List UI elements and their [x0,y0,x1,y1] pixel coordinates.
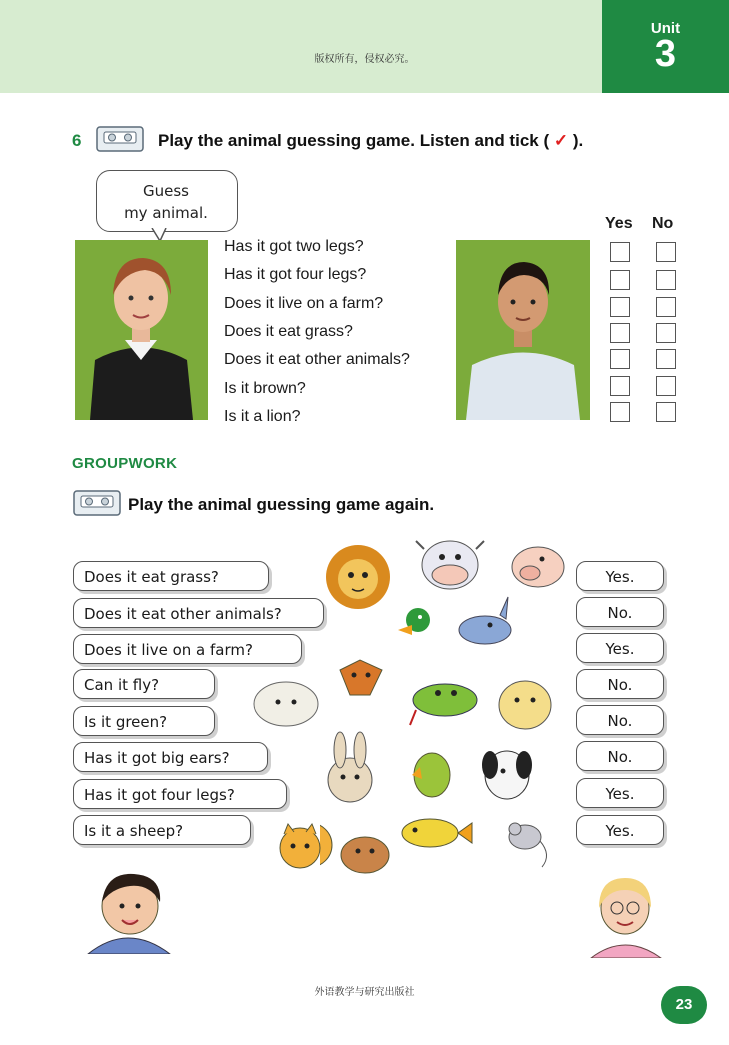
hamster-icon [341,837,389,873]
yes-checkbox[interactable] [610,242,630,262]
question-2: Has it got four legs? [224,266,367,283]
groupwork-answer-7: Yes. [576,778,664,808]
bubble-text [96,180,236,224]
donkey-icon [459,597,511,644]
goat-icon [499,681,551,729]
unit-number: 3 [654,33,677,75]
bubble-line-2: my animal. [124,204,208,222]
boy-photo [456,240,590,420]
unit-label: Unit [650,20,681,37]
question-1: Has it got two legs? [224,238,364,255]
publisher-footer: 外语教学与研究出版社 [314,987,415,998]
groupwork-answer-6: No. [576,741,664,771]
groupwork-answer-2: No. [576,597,664,627]
no-checkbox[interactable] [656,323,676,343]
lion-icon [326,545,390,609]
no-checkbox[interactable] [656,297,676,317]
bubble-line-1: Guess [143,182,189,200]
snake-icon [410,684,477,725]
question-6: Is it brown? [224,380,306,397]
cassette-icon [95,124,145,154]
pig-icon [512,547,564,587]
yes-checkbox[interactable] [610,270,630,290]
question-5: Does it eat other animals? [224,351,410,368]
no-checkbox[interactable] [656,242,676,262]
girl-cartoon-icon [585,862,665,958]
groupwork-question-3: Does it live on a farm? [73,634,302,664]
yes-checkbox[interactable] [610,376,630,396]
page-number: 23 [661,986,707,1024]
groupwork-question-8: Is it a sheep? [73,815,251,845]
fish-icon [402,819,472,847]
groupwork-answer-4: No. [576,669,664,699]
yes-checkbox[interactable] [610,402,630,422]
yes-checkbox[interactable] [610,297,630,317]
no-checkbox[interactable] [656,349,676,369]
groupwork-question-5: Is it green? [73,706,215,736]
groupwork-answer-8: Yes. [576,815,664,845]
dog-icon [482,751,532,799]
groupwork-question-6: Has it got big ears? [73,742,268,772]
tick-icon: ✓ [553,131,569,150]
cassette-icon [72,488,122,518]
header-band [0,0,602,93]
cow-icon [416,541,484,589]
sheep-icon [250,678,322,730]
groupwork-instruction: Play the animal guessing game again. [128,495,435,514]
exercise-number: 6 [72,131,82,150]
question-4: Does it eat grass? [224,323,353,340]
yes-checkbox[interactable] [610,323,630,343]
groupwork-question-7: Has it got four legs? [73,779,287,809]
no-checkbox[interactable] [656,376,676,396]
no-header: No [652,215,674,232]
boy-figure-icon [456,240,590,420]
yes-header: Yes [605,215,633,232]
no-checkbox[interactable] [656,270,676,290]
girl-photo [75,240,208,420]
cat-icon [272,822,328,872]
instruction-end: ). [572,131,584,150]
duck-icon [398,608,430,635]
groupwork-question-4: Can it fly? [73,669,215,699]
copyright-notice: 版权所有，侵权必究。 [314,54,415,65]
groupwork-question-2: Does it eat other animals? [73,598,324,628]
unit-tab [602,0,729,93]
question-7: Is it a lion? [224,408,301,425]
animal-illustrations [320,535,570,880]
groupwork-answer-3: Yes. [576,633,664,663]
exercise-instruction [158,131,583,151]
girl-figure-icon [75,240,208,420]
no-checkbox[interactable] [656,402,676,422]
question-3: Does it live on a farm? [224,295,384,312]
groupwork-answer-1: Yes. [576,561,664,591]
yes-checkbox[interactable] [610,349,630,369]
groupwork-heading: GROUPWORK [72,455,178,472]
parrot-icon [412,753,450,797]
instruction-text: Play the animal guessing game. Listen and tick ( [158,131,550,150]
mouse-icon [509,823,547,867]
groupwork-answer-5: No. [576,705,664,735]
rabbit-icon [328,732,372,802]
groupwork-question-1: Does it eat grass? [73,561,269,591]
boy-cartoon-icon [78,862,178,954]
fox-icon [340,660,382,695]
